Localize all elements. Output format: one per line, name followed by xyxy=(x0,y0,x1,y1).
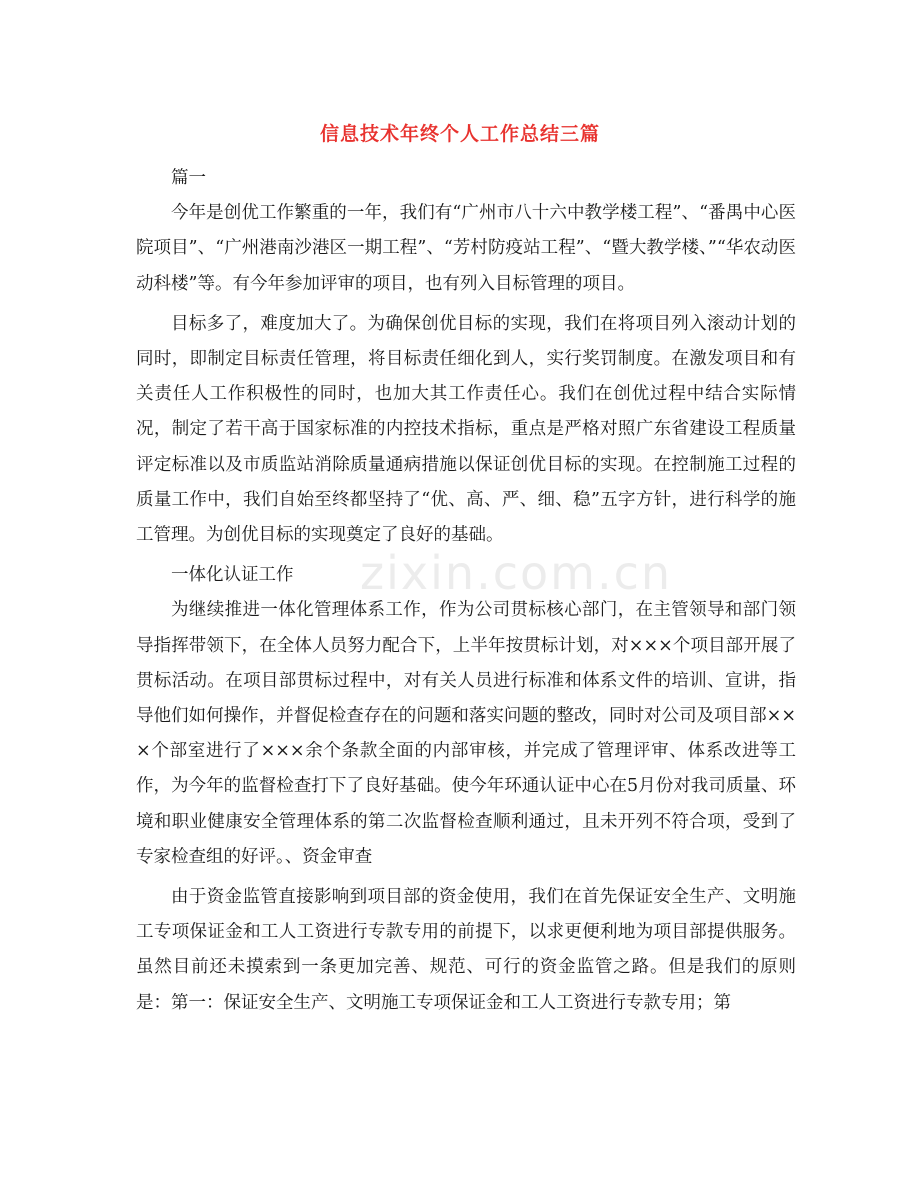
document-body xyxy=(136,161,796,1026)
section-heading-certification: 一体化认证工作 xyxy=(171,565,294,586)
watermark: zixin.com.cn xyxy=(360,546,673,600)
section-heading-part-one: 篇一 xyxy=(171,168,206,188)
paragraph-funding: 由于资金监管直接影响到项目部的资金使用，我们在首先保证安全生产、文明施工专项保证金和工人工资进行专款专用的前提下，以求更便利地为项目部提供服务。虽然目前还未摸索到一条更加完善、规范、可行的资金监管之路。但是我们的原则是：第一：保证安全生产、文明施工专项保证金和工人工资进行专款专用；第 xyxy=(136,887,796,1013)
paragraph-projects: 今年是创优工作繁重的一年，我们有“广州市八十六中教学楼工程”、“番禺中心医院项目”、“广州港南沙港区一期工程”、“芳村防疫站工程”、“暨大教学楼、”“华农动医动科楼”等。有今年参加评审的项目，也有列入目标管理的项目。 xyxy=(136,203,796,294)
paragraph-certification: 为继续推进一体化管理体系工作，作为公司贯标核心部门，在主管领导和部门领导指挥带领下，在全体人员努力配合下，上半年按贯标计划，对×××个项目部开展了贯标活动。在项目部贯标过程中，对有关人员进行标准和体系文件的培训、宣讲，指导他们如何操作，并督促检查存在的问题和落实问题的整改，同时对公司及项目部×××个部室进行了×××余个条款全面的内部审核，并完成了管理评审、体系改进等工作，为今年的监督检查打下了良好基础。使今年环通认证中心在5月份对我司质量、环境和职业健康安全管理体系的第二次监督检查顺利通过，且未开列不符合项，受到了专家检查组的好评。、资金审查 xyxy=(136,600,796,867)
paragraph-targets: 目标多了，难度加大了。为确保创优目标的实现，我们在将项目列入滚动计划的同时，即制定目标责任管理，将目标责任细化到人，实行奖罚制度。在激发项目和有关责任人工作积极性的同时，也加大其工作责任心。我们在创优过程中结合实际情况，制定了若干高于国家标准的内控技术指标，重点是严格对照广东省建设工程质量评定标准以及市质监站消除质量通病措施以保证创优目标的实现。在控制施工过程的质量工作中，我们自始至终都坚持了“优、高、严、细、稳”五字方针，进行科学的施工管理。为创优目标的实现奠定了良好的基础。 xyxy=(136,313,796,546)
document-title: 信息技术年终个人工作总结三篇 xyxy=(319,123,600,145)
